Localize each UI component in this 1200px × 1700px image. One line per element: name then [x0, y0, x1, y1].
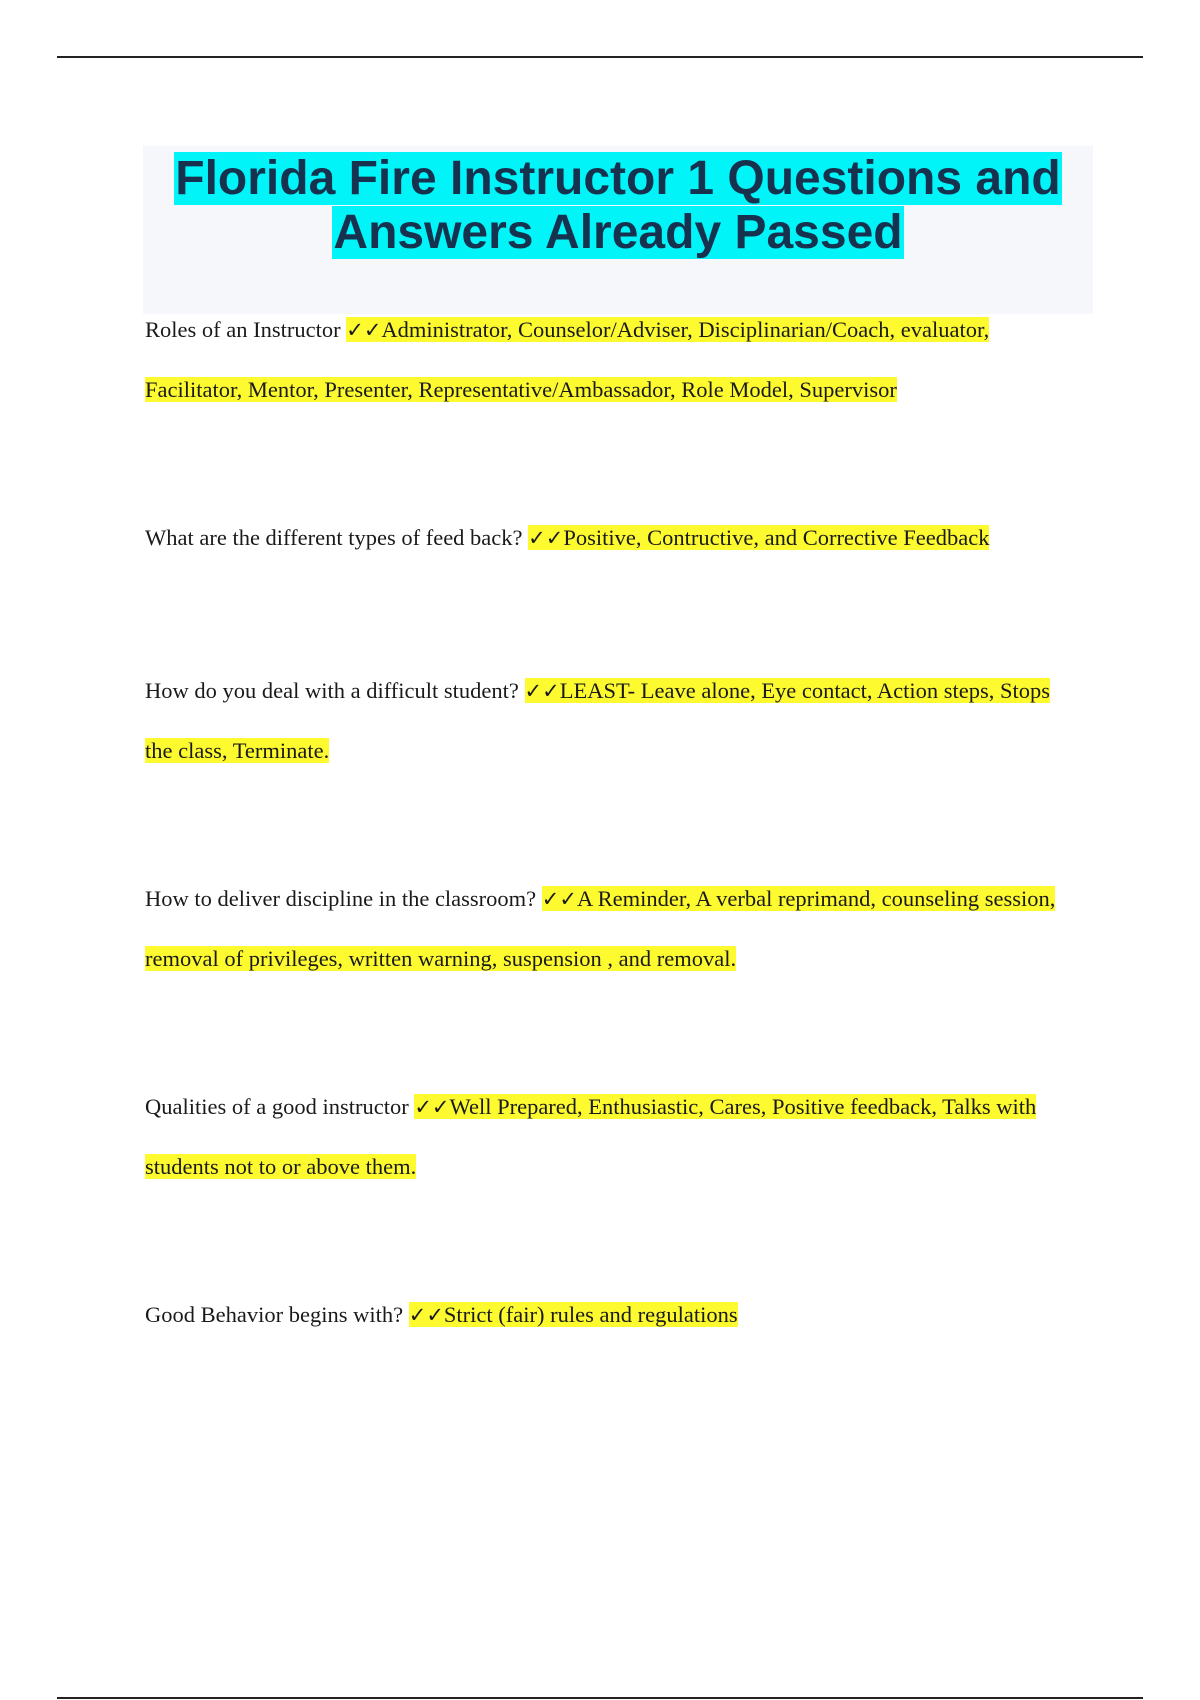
question: How do you deal with a difficult student? [145, 678, 519, 703]
question: Roles of an Instructor [145, 317, 341, 342]
answer: LEAST- Leave alone, Eye contact, Action steps, Stops the class, Terminate. [145, 678, 1051, 763]
qa-item-4 [145, 869, 1075, 989]
qa-item-5 [145, 1077, 1075, 1197]
qa-item-6 [145, 1285, 1075, 1345]
double-check-icon: ✓✓ [541, 887, 577, 911]
answer: Positive, Contructive, and Corrective Feedback [563, 525, 990, 550]
question: What are the different types of feed back? [145, 525, 523, 550]
answer: Administrator, Counselor/Adviser, Disciplinarian/Coach, evaluator, Facilitator, Mentor, Presenter, Representative/Ambassador, Role Model, Supervisor [145, 317, 990, 402]
double-check-icon: ✓✓ [408, 1303, 444, 1327]
document-title [143, 146, 1093, 260]
double-check-icon: ✓✓ [528, 526, 564, 550]
bottom-rule [57, 1697, 1143, 1699]
double-check-icon: ✓✓ [346, 318, 382, 342]
title-box [143, 146, 1093, 314]
answer-highlight [409, 1302, 738, 1327]
answer: Strict (fair) rules and regulations [443, 1302, 738, 1327]
title-line-1: Florida Fire Instructor 1 Questions and [175, 152, 1061, 205]
answer: Well Prepared, Enthusiastic, Cares, Positive feedback, Talks with students not to or above them. [145, 1094, 1037, 1179]
double-check-icon: ✓✓ [414, 1095, 450, 1119]
top-rule [57, 56, 1143, 58]
answer: A Reminder, A verbal reprimand, counseling session, removal of privileges, written warning, suspension , and removal. [145, 886, 1056, 971]
question: Good Behavior begins with? [145, 1302, 404, 1327]
qa-item-1 [145, 300, 1075, 420]
question: Qualities of a good instructor [145, 1094, 409, 1119]
double-check-icon: ✓✓ [524, 679, 560, 703]
question: How to deliver discipline in the classroom? [145, 886, 537, 911]
title-line-2: Answers Already Passed [333, 206, 903, 259]
qa-item-2 [145, 508, 1075, 568]
qa-item-3 [145, 661, 1075, 781]
answer-highlight [528, 525, 989, 550]
